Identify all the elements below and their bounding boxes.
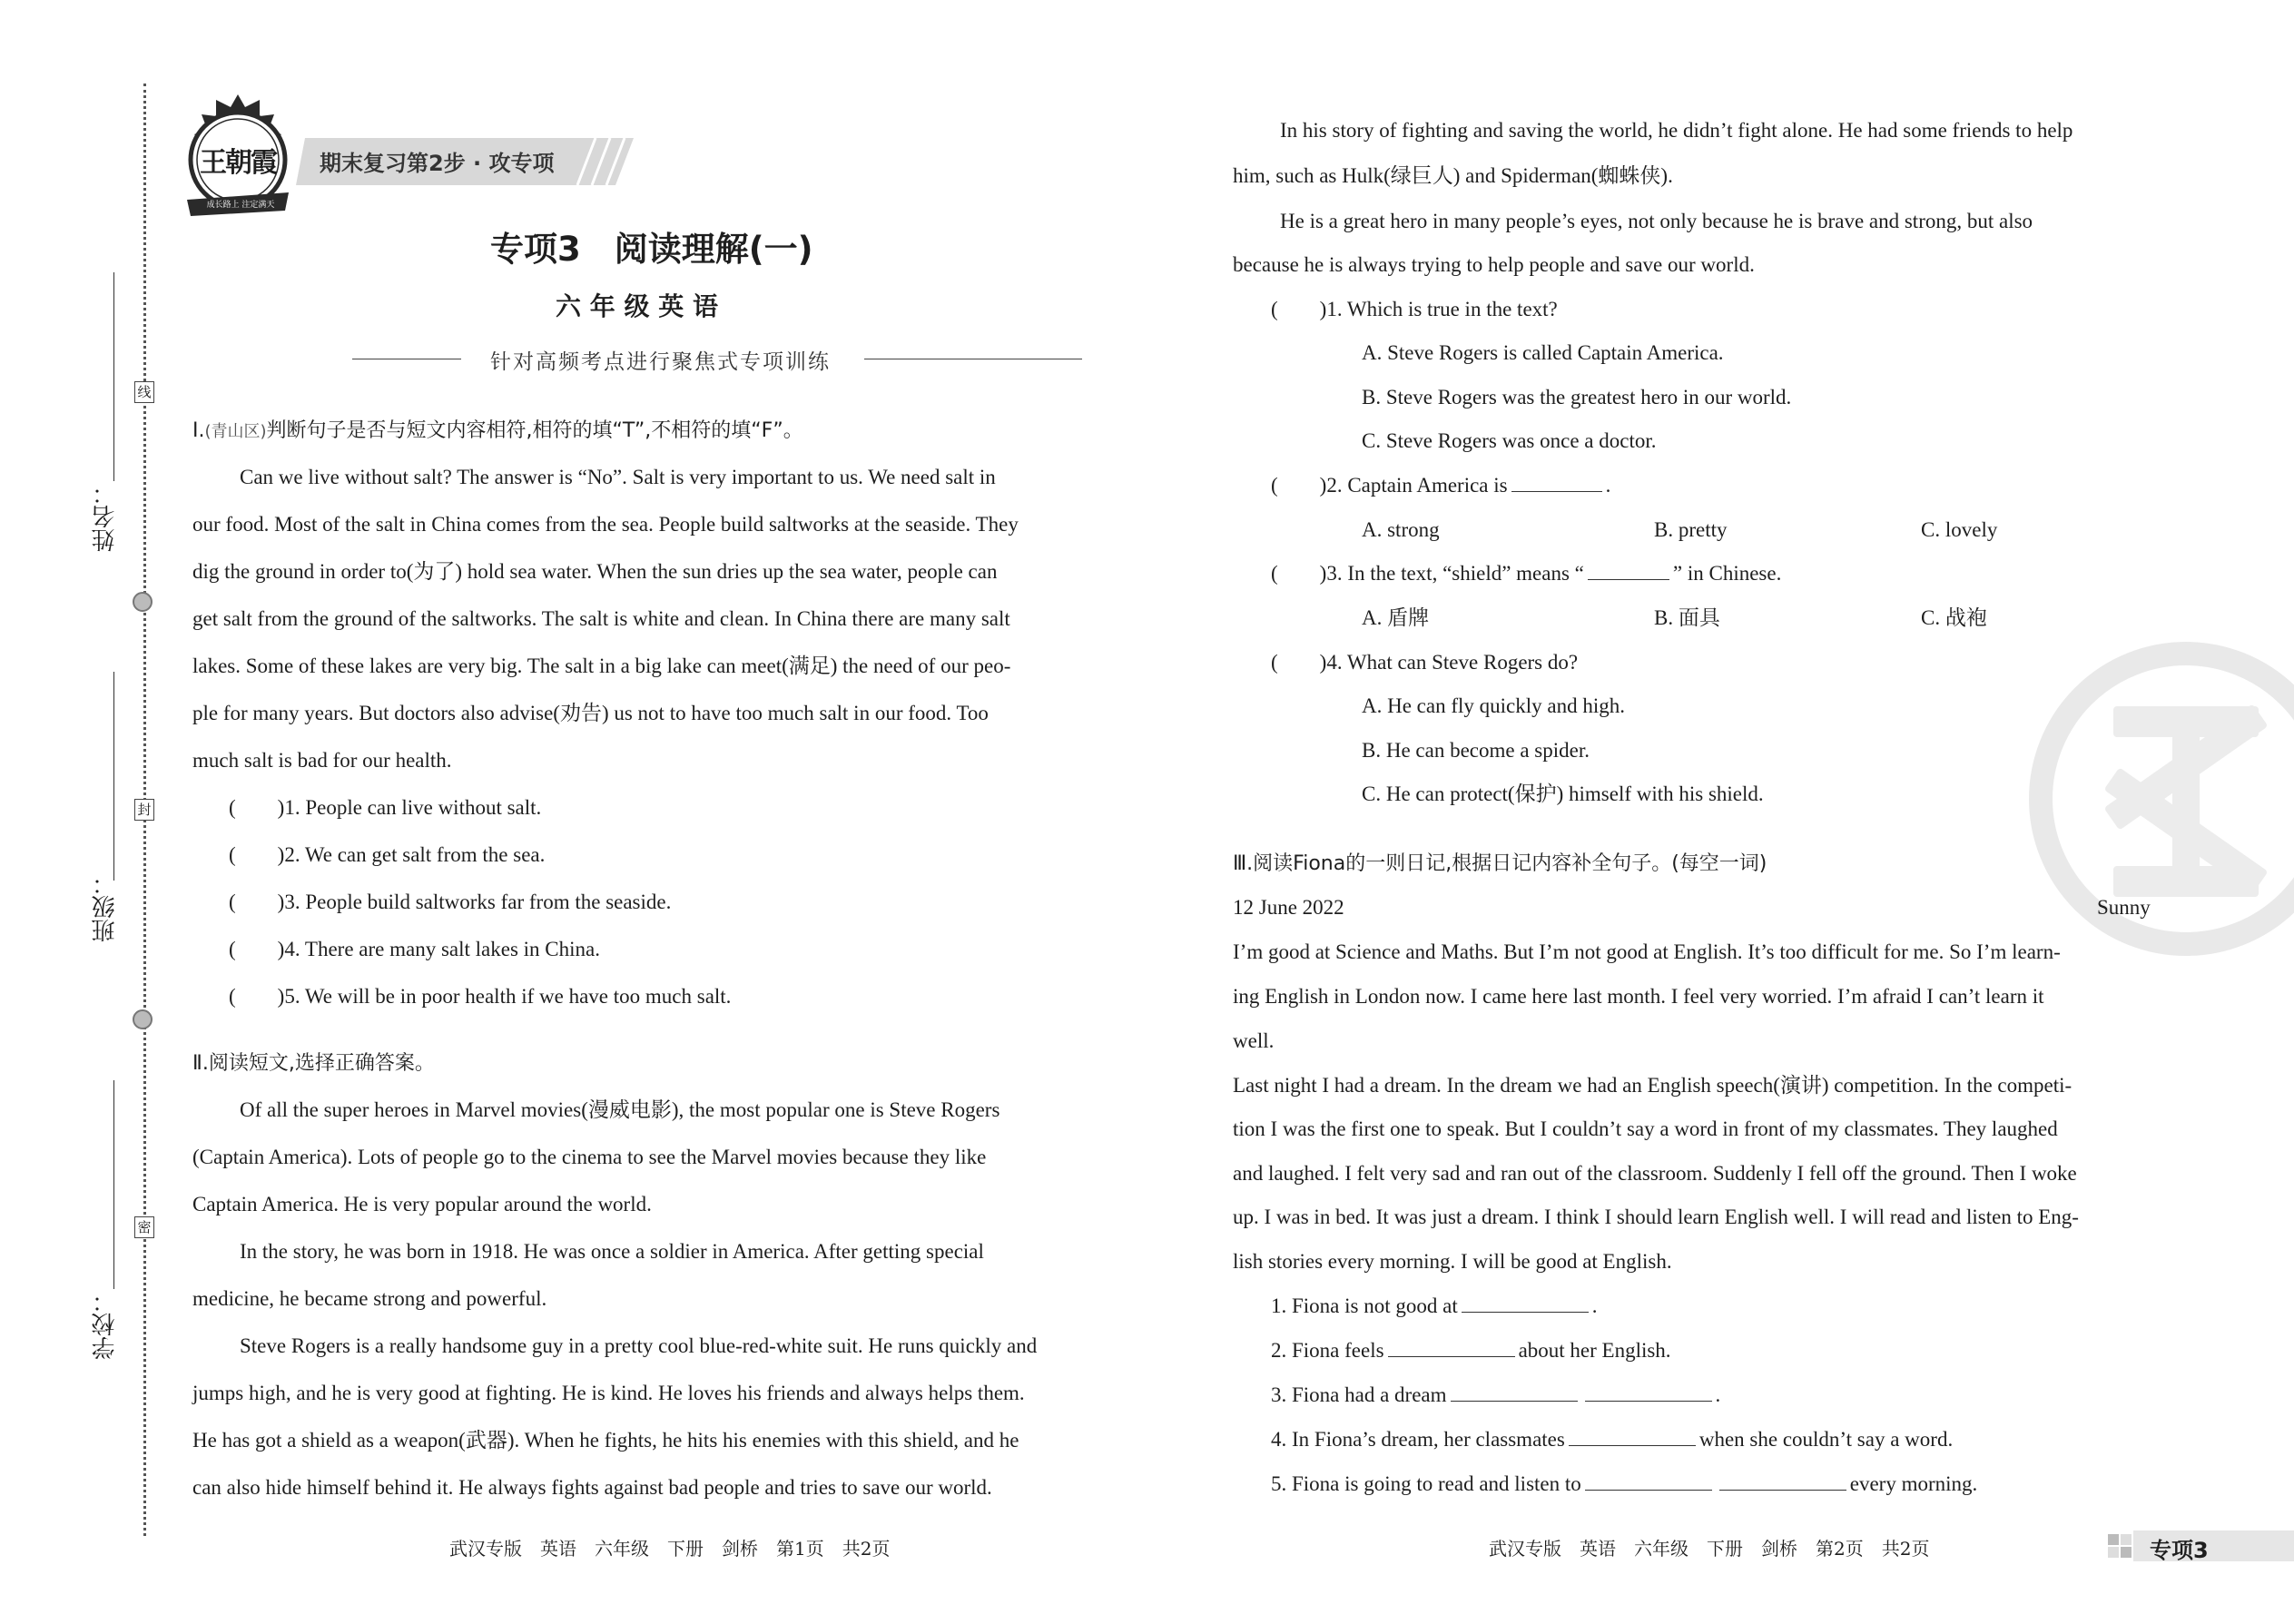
footer-tag-text: 专项3 bbox=[2150, 1538, 2209, 1563]
diary-date: 12 June 2022 bbox=[1233, 896, 1344, 919]
s2-q1-stem[interactable]: ( )1. Which is true in the text? bbox=[1271, 298, 1558, 320]
brand-logo bbox=[180, 93, 296, 220]
s2-passage-line: because he is always trying to help people and save our world. bbox=[1233, 253, 1755, 276]
watermark-seal-icon bbox=[2023, 635, 2294, 980]
s1-question[interactable]: ( )3. People build saltworks far from the seaside. bbox=[229, 891, 672, 913]
fill-sentence-5 bbox=[1271, 1461, 1977, 1508]
page-subtitle: 六 年 级 英 语 bbox=[556, 291, 718, 321]
s2-q2-stem[interactable] bbox=[1271, 462, 1610, 509]
s2-q1-option-a[interactable]: A. Steve Rogers is called Captain America. bbox=[1362, 341, 1724, 364]
name-underline bbox=[113, 272, 114, 481]
school-label: 学校： bbox=[92, 1289, 119, 1360]
answer-blank[interactable] bbox=[1451, 1383, 1578, 1402]
section-3-heading bbox=[1233, 841, 1767, 888]
s1-question[interactable]: ( )2. We can get salt from the sea. bbox=[229, 843, 546, 866]
s2-q2-stem-end: . bbox=[1605, 474, 1611, 497]
s2-q1-option-c[interactable]: C. Steve Rogers was once a doctor. bbox=[1362, 429, 1657, 452]
section-1-heading bbox=[192, 408, 803, 456]
s2-q2-stem-text: ( )2. Captain America is bbox=[1271, 474, 1508, 497]
section-3-number: Ⅲ. bbox=[1233, 852, 1254, 875]
section-1-number: Ⅰ. bbox=[192, 419, 205, 442]
footer-left: 武汉专版 英语 六年级 下册 剑桥 第1页 共2页 bbox=[449, 1538, 891, 1560]
fill-sentence-3 bbox=[1271, 1372, 1720, 1419]
tagline: 针对高频考点进行聚焦式专项训练 bbox=[490, 350, 831, 373]
section-2-heading bbox=[192, 1040, 435, 1088]
fill-sentence-end: about her English. bbox=[1518, 1339, 1671, 1362]
s2-q3-option-b[interactable]: B. 面具 bbox=[1654, 606, 1720, 629]
s2-passage-line: him, such as Hulk(绿巨人) and Spiderman(蜘蛛侠). bbox=[1233, 164, 1673, 187]
answer-blank[interactable] bbox=[1585, 1383, 1712, 1402]
binding-ring-icon bbox=[133, 592, 153, 612]
fill-sentence-end: when she couldn’t say a word. bbox=[1698, 1428, 1954, 1451]
s2-passage-line: He has got a shield as a weapon(武器). When he fights, he hits his enemies with this shield, and he bbox=[192, 1429, 1019, 1452]
s2-q4-stem[interactable]: ( )4. What can Steve Rogers do? bbox=[1271, 651, 1579, 674]
logo-subtext: 成长路上 注定满天 bbox=[206, 201, 275, 210]
section-1-district: (青山区) bbox=[204, 422, 267, 441]
s2-q3-stem[interactable] bbox=[1271, 550, 1781, 597]
answer-blank[interactable] bbox=[1719, 1471, 1846, 1491]
diary-line: up. I was in bed. It was just a dream. I think I should learn English well. I will read and listen to Eng- bbox=[1233, 1206, 2079, 1228]
fill-sentence-text: 1. Fiona is not good at bbox=[1271, 1294, 1458, 1317]
fill-sentence-1 bbox=[1271, 1283, 1597, 1330]
ribbon-text: 期末复习第2步 · 攻专项 bbox=[320, 151, 555, 176]
s2-q2-option-a[interactable]: A. strong bbox=[1362, 518, 1440, 541]
fill-sentence-2 bbox=[1271, 1327, 1671, 1374]
footer-tag bbox=[2108, 1530, 2294, 1561]
section-2-instruction: 阅读短文,选择正确答案。 bbox=[208, 1052, 435, 1075]
seal-char-xian: 线 bbox=[134, 381, 154, 403]
s2-q1-option-b[interactable]: B. Steve Rogers was the greatest hero in our world. bbox=[1362, 386, 1792, 408]
fill-sentence-end: every morning. bbox=[1849, 1472, 1978, 1495]
s2-q2-option-b[interactable]: B. pretty bbox=[1654, 518, 1728, 541]
s1-question[interactable]: ( )5. We will be in poor health if we have too much salt. bbox=[229, 985, 732, 1008]
s1-passage-line: our food. Most of the salt in China comes from the sea. People build saltworks at the seaside. They bbox=[192, 513, 1019, 536]
section-2-number: Ⅱ. bbox=[192, 1052, 209, 1075]
s2-q3-option-c[interactable]: C. 战袍 bbox=[1921, 606, 1987, 629]
fill-sentence-text: 4. In Fiona’s dream, her classmates bbox=[1271, 1428, 1565, 1451]
s2-q4-option-b[interactable]: B. He can become a spider. bbox=[1362, 739, 1590, 762]
name-label: 姓名： bbox=[92, 481, 119, 552]
fill-sentence-text: 2. Fiona feels bbox=[1271, 1339, 1384, 1362]
page-title: 专项3 阅读理解(一) bbox=[490, 230, 813, 269]
diary-line: tion I was the first one to speak. But I couldn’t say a word in front of my classmates. They laughed bbox=[1233, 1117, 2058, 1140]
seal-char-mi: 密 bbox=[134, 1216, 154, 1238]
fill-sentence-end: . bbox=[1591, 1294, 1598, 1317]
s2-passage-line: medicine, he became strong and powerful. bbox=[192, 1287, 547, 1310]
s1-passage-line: dig the ground in order to(为了) hold sea water. When the sun dries up the sea water, people can bbox=[192, 560, 998, 583]
answer-blank[interactable] bbox=[1569, 1427, 1696, 1446]
answer-blank[interactable] bbox=[1462, 1294, 1589, 1313]
s2-passage-line: In the story, he was born in 1918. He was once a soldier in America. After getting special bbox=[240, 1240, 984, 1263]
s1-question[interactable]: ( )1. People can live without salt. bbox=[229, 796, 542, 819]
s2-q3-stem-end: ” in Chinese. bbox=[1672, 562, 1782, 585]
section-3-instruction: 阅读Fiona的一则日记,根据日记内容补全句子。(每空一词) bbox=[1253, 852, 1767, 875]
s2-q4-option-a[interactable]: A. He can fly quickly and high. bbox=[1362, 694, 1625, 717]
s2-q3-option-a[interactable]: A. 盾牌 bbox=[1362, 606, 1430, 629]
fill-sentence-4 bbox=[1271, 1416, 1953, 1463]
s2-passage-line: can also hide himself behind it. He always fights against bad people and tries to save our world. bbox=[192, 1476, 992, 1499]
answer-blank[interactable] bbox=[1585, 1471, 1712, 1491]
section-1-instruction: 判断句子是否与短文内容相符,相符的填“T”,不相符的填“F”。 bbox=[266, 419, 803, 442]
diary-line: lish stories every morning. I will be good at English. bbox=[1233, 1250, 1672, 1273]
fill-sentence-text: 3. Fiona had a dream bbox=[1271, 1383, 1447, 1406]
answer-blank[interactable] bbox=[1388, 1338, 1515, 1357]
s1-question[interactable]: ( )4. There are many salt lakes in China. bbox=[229, 938, 600, 960]
fill-sentence-end: . bbox=[1715, 1383, 1721, 1406]
s2-passage-line: He is a great hero in many people’s eyes, not only because he is brave and strong, but also bbox=[1280, 210, 2033, 232]
s2-q3-stem-text: ( )3. In the text, “shield” means “ bbox=[1271, 562, 1584, 585]
fill-sentence-text: 5. Fiona is going to read and listen to bbox=[1271, 1472, 1581, 1495]
class-underline bbox=[113, 672, 114, 881]
s1-passage-line: Can we live without salt? The answer is “No”. Salt is very important to us. We need salt in bbox=[240, 466, 996, 488]
answer-blank[interactable] bbox=[1588, 561, 1669, 580]
section-ribbon bbox=[296, 134, 634, 189]
diary-line: I’m good at Science and Maths. But I’m not good at English. It’s too difficult for me. So I’m learn- bbox=[1233, 940, 2061, 963]
s1-passage-line: get salt from the ground of the saltworks. The salt is white and clean. In China there are many salt bbox=[192, 607, 1010, 630]
diary-line: ing English in London now. I came here last month. I feel very worried. I’m afraid I can’t learn it bbox=[1233, 985, 2044, 1008]
diary-line: and laughed. I felt very sad and ran out of the classroom. Suddenly I fell off the ground. Then I woke bbox=[1233, 1162, 2077, 1185]
s2-q4-option-c[interactable]: C. He can protect(保护) himself with his shield. bbox=[1362, 782, 1764, 805]
s2-q2-option-c[interactable]: C. lovely bbox=[1921, 518, 1998, 541]
diary-weather: Sunny bbox=[2097, 896, 2151, 919]
binding-ring-icon bbox=[133, 1009, 153, 1029]
s2-passage-line: Steve Rogers is a really handsome guy in a pretty cool blue-red-white suit. He runs quickly and bbox=[240, 1334, 1038, 1357]
s1-passage-line: lakes. Some of these lakes are very big. The salt in a big lake can meet(满足) the need of our peo- bbox=[192, 655, 1011, 677]
school-underline bbox=[113, 1080, 114, 1289]
s1-passage-line: much salt is bad for our health. bbox=[192, 749, 452, 772]
s1-passage-line: ple for many years. But doctors also advise(劝告) us not to have too much salt in our food. Too bbox=[192, 702, 989, 724]
s2-passage-line: (Captain America). Lots of people go to the cinema to see the Marvel movies because they like bbox=[192, 1146, 987, 1168]
s2-passage-line: In his story of fighting and saving the world, he didn’t fight alone. He had some friends to help bbox=[1280, 119, 2073, 142]
diary-line: Last night I had a dream. In the dream we had an English speech(演讲) competition. In the competi- bbox=[1233, 1074, 2072, 1097]
answer-blank[interactable] bbox=[1511, 473, 1602, 492]
s2-passage-line: jumps high, and he is very good at fighting. He is kind. He loves his friends and always helps them. bbox=[192, 1382, 1025, 1404]
footer-right: 武汉专版 英语 六年级 下册 剑桥 第2页 共2页 bbox=[1489, 1538, 1930, 1560]
class-label: 班级： bbox=[92, 871, 119, 942]
s2-passage-line: Captain America. He is very popular around the world. bbox=[192, 1193, 652, 1216]
seal-char-feng: 封 bbox=[134, 799, 154, 821]
s2-passage-line: Of all the super heroes in Marvel movies(漫威电影), the most popular one is Steve Rogers bbox=[240, 1098, 1000, 1121]
diary-line: well. bbox=[1233, 1029, 1275, 1052]
logo-text: 王朝霞 bbox=[200, 147, 276, 179]
